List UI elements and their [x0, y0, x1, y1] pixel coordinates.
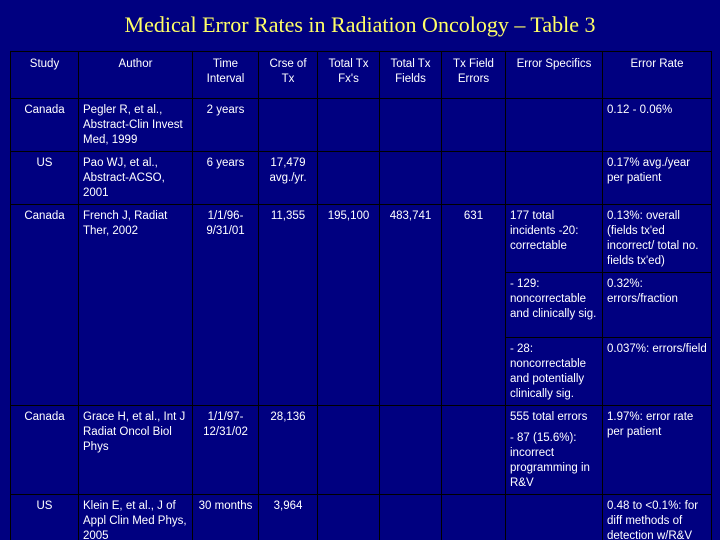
- cell-author: Pao WJ, et al., Abstract-ACSO, 2001: [79, 152, 193, 205]
- cell-field-errors: [442, 495, 506, 540]
- cell-study: Canada: [11, 99, 79, 152]
- cell-total-fields: [380, 495, 442, 540]
- cell-study: Canada: [11, 406, 79, 495]
- cell-author: Pegler R, et al., Abstract-Clin Invest Med, 1999: [79, 99, 193, 152]
- cell-total-fx: [318, 495, 380, 540]
- header-total-fx: Total Tx Fx's: [318, 52, 380, 99]
- cell-rate: 0.12 - 0.06%: [603, 99, 712, 152]
- cell-time: 1/1/96-9/31/01: [193, 205, 259, 406]
- cell-crse: 17,479 avg./yr.: [259, 152, 318, 205]
- header-row: [11, 52, 712, 99]
- cell-total-fx: 195,100: [318, 205, 380, 406]
- cell-specifics: [506, 495, 603, 540]
- cell-rate: 1.97%: error rate per patient: [603, 406, 712, 495]
- cell-field-errors: [442, 152, 506, 205]
- cell-specifics: 177 total incidents -20: correctable: [506, 205, 603, 273]
- cell-total-fx: [318, 152, 380, 205]
- table-row: [11, 205, 712, 273]
- cell-specifics: [506, 406, 603, 495]
- slide-title: Medical Error Rates in Radiation Oncology – Table 3: [124, 12, 596, 37]
- cell-study: US: [11, 152, 79, 205]
- cell-crse: 3,964: [259, 495, 318, 540]
- cell-author: Grace H, et al., Int J Radiat Oncol Biol Phys: [79, 406, 193, 495]
- cell-total-fx: [318, 99, 380, 152]
- header-field-errors: Tx Field Errors: [442, 52, 506, 99]
- cell-crse: 11,355: [259, 205, 318, 406]
- cell-author: French J, Radiat Ther, 2002: [79, 205, 193, 406]
- cell-rate: 0.17% avg./year per patient: [603, 152, 712, 205]
- cell-specifics: - 129: noncorrectable and clinically sig.: [506, 273, 603, 338]
- cell-study: Canada: [11, 205, 79, 406]
- cell-crse: [259, 99, 318, 152]
- cell-total-fields: [380, 406, 442, 495]
- cell-total-fields: [380, 152, 442, 205]
- table-row: [11, 99, 712, 152]
- header-error-specifics: Error Specifics: [506, 52, 603, 99]
- header-error-rate: Error Rate: [603, 52, 712, 99]
- table-row: [11, 406, 712, 495]
- cell-total-fields: [380, 99, 442, 152]
- header-study: Study: [11, 52, 79, 99]
- cell-rate: 0.037%: errors/field: [603, 338, 712, 406]
- error-rates-table: [10, 51, 712, 540]
- cell-rate: 0.48 to <0.1%: for diff methods of detection w/R&V: [603, 495, 712, 540]
- cell-specifics: [506, 99, 603, 152]
- cell-field-errors: [442, 99, 506, 152]
- table-row: [11, 152, 712, 205]
- header-total-fields: Total Tx Fields: [380, 52, 442, 99]
- table-row: [11, 495, 712, 540]
- cell-specifics: - 28: noncorrectable and potentially clinically sig.: [506, 338, 603, 406]
- cell-total-fields: 483,741: [380, 205, 442, 406]
- cell-field-errors: [442, 406, 506, 495]
- cell-time: 30 months: [193, 495, 259, 540]
- cell-rate: 0.32%: errors/fraction: [603, 273, 712, 338]
- cell-time: 1/1/97-12/31/02: [193, 406, 259, 495]
- cell-rate: 0.13%: overall (fields tx'ed incorrect/ total no. fields tx'ed): [603, 205, 712, 273]
- cell-crse: 28,136: [259, 406, 318, 495]
- cell-total-fx: [318, 406, 380, 495]
- header-time-interval: Time Interval: [193, 52, 259, 99]
- cell-field-errors: 631: [442, 205, 506, 406]
- cell-study: US: [11, 495, 79, 540]
- header-author: Author: [79, 52, 193, 99]
- specifics-incorrect-programming: - 87 (15.6%): incorrect programming in R&V: [510, 432, 590, 489]
- specifics-total-errors: 555 total errors: [510, 411, 588, 423]
- cell-author: Klein E, et al., J of Appl Clin Med Phys, 2005: [79, 495, 193, 540]
- cell-time: 2 years: [193, 99, 259, 152]
- cell-time: 6 years: [193, 152, 259, 205]
- cell-specifics: [506, 152, 603, 205]
- header-crse-of-tx: Crse of Tx: [259, 52, 318, 99]
